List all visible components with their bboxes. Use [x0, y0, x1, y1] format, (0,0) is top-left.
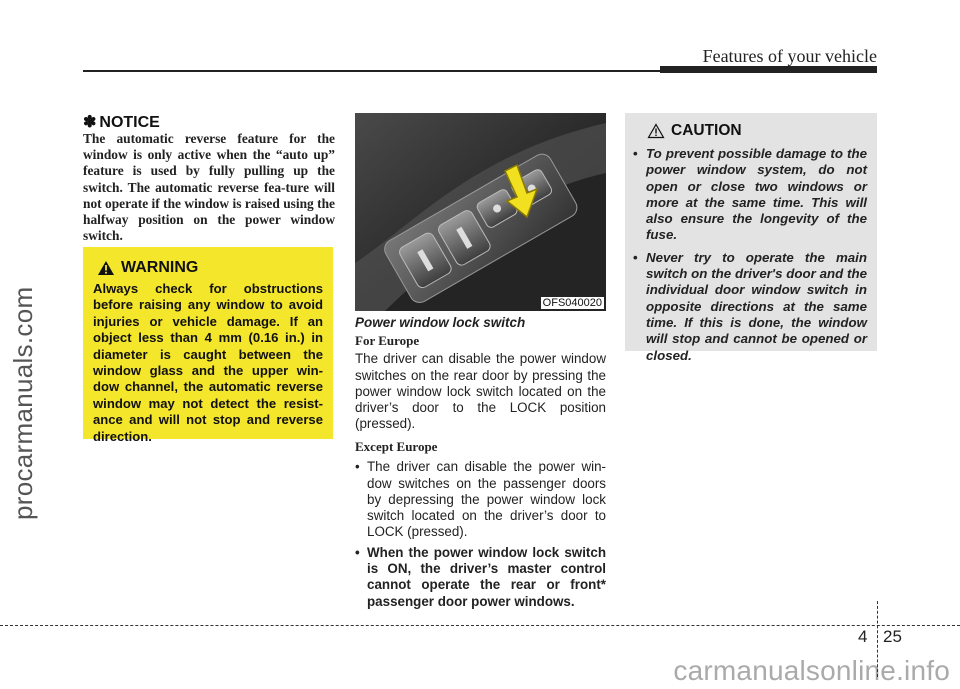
caution-title-text: CAUTION: [671, 122, 742, 139]
running-header: Features of your vehicle: [702, 46, 877, 66]
bullet-icon: •: [633, 146, 638, 161]
notice-heading: [83, 112, 160, 132]
notice-mark-icon: ✽: [83, 114, 97, 131]
header-rule-accent: [660, 66, 877, 73]
figure-caption: Power window lock switch: [355, 315, 526, 330]
bullet-icon: •: [355, 459, 360, 475]
power-window-switch-photo: [355, 113, 606, 311]
footer-divider: [877, 601, 878, 677]
except-europe-bullet-2: When the power window lock switch is ON, the driver’s master control cannot operate the rear or front* passenger door power windows.: [367, 544, 606, 609]
warning-title: [97, 259, 323, 277]
chapter-number: 4: [858, 627, 868, 646]
bullet-icon: •: [633, 249, 638, 265]
list-item: [355, 545, 606, 610]
europe-section: [355, 333, 606, 433]
notice-body: The automatic reverse feature for the window is only active when the “auto up” feature is used by fully pulling up the switch. The automatic reverse fea-ture will not operate if the window is raised using the halfway position on the power window switch.: [83, 131, 335, 244]
side-watermark: procarmanuals.com: [8, 286, 38, 520]
list-item: [633, 146, 867, 244]
figure-code: OFS040020: [542, 297, 602, 309]
caution-box: [625, 113, 877, 363]
header-rule: [83, 70, 713, 72]
notice-heading-text: NOTICE: [99, 114, 160, 131]
caution-title: [647, 122, 867, 140]
footer-rule: [0, 625, 960, 626]
except-europe-bullet-1: The driver can disable the power win-dow switches on the passenger doors by depressing the power window lock switch located on the driver’s door to LOCK (pressed).: [367, 459, 606, 540]
warning-body: Always check for obstructions before raising any window to avoid injuries or vehicle damage. If an object less than 4 mm (0.16 in.) in diameter is caught between the window glass and the upper win-dow channel, the automatic reverse window may not detect the resist-ance and will not stop and reverse direction.: [93, 281, 323, 444]
door-panel-illustration: [355, 113, 606, 311]
caution-list: [633, 146, 867, 364]
warning-triangle-icon: [97, 260, 115, 276]
caution-triangle-icon: [647, 123, 665, 139]
list-item: [355, 459, 606, 540]
except-europe-section: [355, 439, 606, 610]
except-europe-heading: Except Europe: [355, 439, 438, 454]
caution-item-1: To prevent possible damage to the power window system, do not open or close two windows or more at the same time. This will also ensure the longevity of the fuse.: [646, 146, 867, 243]
bottom-watermark: carmanualsonline.info: [673, 655, 950, 686]
list-item: [633, 250, 867, 364]
caution-item-2: Never try to operate the main switch on the driver's door and the individual door window switch in opposite directions at the same time. If this is done, the window will stop and cannot be opened or closed.: [646, 249, 867, 363]
warning-box: [83, 247, 333, 444]
page-number: 25: [883, 627, 902, 646]
europe-heading: For Europe: [355, 333, 420, 348]
europe-body: The driver can disable the power window switches on the rear door by pressing the power window lock switch located on the driver’s door to the LOCK position (pressed).: [355, 351, 606, 432]
warning-title-text: WARNING: [121, 259, 199, 276]
bullet-icon: •: [355, 544, 360, 560]
